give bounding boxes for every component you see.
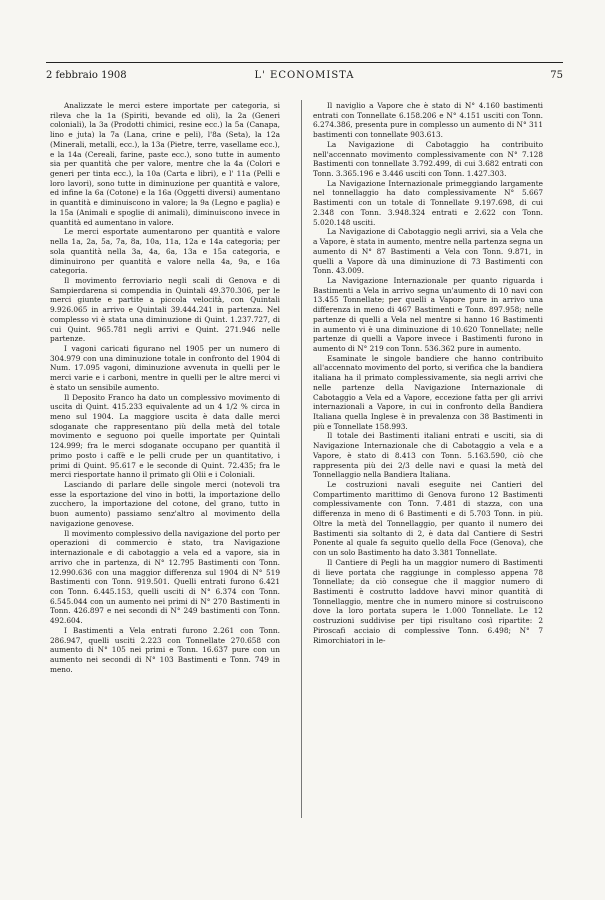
paragraph: La Navigazione di Cabotaggio negli arrivi, sia a Vela che a Vapore, è stata in aumento, mentre nella partenza segna un aumento di N° 87 Bastimenti a Vela con Tonn. 9.871, in quelli a Vapore dà una diminuzione di 73 Bastimenti con Tonn. 43.009. (313, 227, 543, 276)
right-column (313, 101, 543, 645)
paragraph: Esaminate le singole bandiere che hanno contribuito all'accennato movimento del porto, si verifica che la bandiera italiana ha il primato complessivamente, sia negli arrivi che nelle partenze della Navigazione Internazionale di Cabotaggio a Vela ed a Vapore, eccezione fatta per gli arrivi internazionali a Vapore, in cui in confronto della Bandiera Italiana quella Inglese è in prevalenza con 38 Bastimenti in più e Tonnellate 158.993. (313, 353, 543, 431)
paragraph: La Navigazione di Cabotaggio ha contribuito nell'accennato movimento complessivamente con N° 7.128 Bastimenti con tonnellate 3.792.499, di cui 3.682 entrati con Tonn. 3.365.196 e 3.446 usciti con Tonn. 1.427.303. (313, 139, 543, 179)
header-date: 2 febbraio 1908 (46, 70, 127, 81)
paragraph: Il movimento complessivo della navigazione del porto per operazioni di commercio è stato, tra Navigazione internazionale e di cabotaggio a vela ed a vapore, sia in arrivo che in partenza, di N° 12.795 Bastimenti con Tonn. 12.990.636 con una maggior differenza sul 1904 di N° 519 Bastimenti con Tonn. 919.501. Quelli entrati furono 6.421 con Tonn. 6.445.153, quelli usciti di N° 6.374 con Tonn. 6.545.044 con un aumento nei primi di N° 270 Bastimenti in Tonn. 426.897 e nei secondi di N° 249 bastimenti con Tonn. 492.604. (50, 528, 280, 626)
paragraph: La Navigazione Internazionale per quanto riguarda i Bastimenti a Vela in arrivo segna un'aumento di 10 navi con 13.455 Tonnellate; per quelli a Vapore pure in arrivo una differenza in meno di 467 Bastimenti e Tonn. 897.958; nelle partenze di quelli a Vela nel mentre si hanno 16 Bastimenti in aumento vi è una diminuzione di 10.620 Tonnellate; nelle partenze di quelli a Vapore invece i Bastimenti furono in aumento di N° 219 con Tonn. 536.362 pure in aumento. (313, 275, 543, 353)
column-divider (301, 100, 302, 818)
paragraph: Lasciando di parlare delle singole merci (notevoli tra esse la esportazione del vino in botti, la importazione dello zucchero, la importazione del cotone, del grano, tutto in buon aumento) passiamo senz'altro al movimento della navigazione genovese. (50, 480, 280, 528)
journal-title: L' ECONOMISTA (254, 70, 355, 81)
paragraph: Le merci esportate aumentarono per quantità e valore nella 1a, 2a, 5a, 7a, 8a, 10a, 11a, 12a e 14a categoria; per sola quantità nella 3a, 4a, 6a, 13a e 15a categoria, e diminuirono per quantità e valore nella 4a, 9a, e 16a categoria. (50, 227, 280, 276)
paragraph: I vagoni caricati figurano nel 1905 per un numero di 304.979 con una diminuzione totale in confronto del 1904 di Num. 17.095 vagoni, diminuzione avvenuta in quelli per le merci varie e i carboni, mentre in quelli per le altre merci vi è stato un sensibile aumento. (50, 343, 280, 392)
paragraph: Le costruzioni navali eseguite nei Cantieri del Compartimento marittimo di Genova furono 12 Bastimenti complessivamente con Tonn. 7.481 di stazza, con una differenza in meno di 6 Bastimenti e di 5.703 Tonn. in più. Oltre la metà del Tonnellaggio, per quanto il numero dei Bastimenti sia soltanto di 2, è data dal Cantiere di Sestri Ponente al quale fa seguito quello della Foce (Genova), che con un solo Bastimento ha dato 3.381 Tonnellate. (313, 480, 543, 558)
paragraph: Il movimento ferroviario negli scali di Genova e di Sampierdarena si compendia in Quintali 49.370.306, per le merci giunte e partite a piccola velocità, con Quintali 9.926.065 in arrivo e Quintali 39.444.241 in partenza. Nel complesso vi è stata una diminuzione di Quint. 1.237.727, di cui Quint. 965.781 negli arrivi e Quint. 271.946 nelle partenze. (50, 275, 280, 344)
paragraph: I Bastimenti a Vela entrati furono 2.261 con Tonn. 286.947, quelli usciti 2.223 con Tonnellate 270.658 con aumento di N° 105 nei primi e Tonn. 16.637 pure con un aumento nei secondi di N° 103 Bastimenti e Tonn. 749 in meno. (50, 625, 280, 674)
paragraph: La Navigazione Internazionale primeggiando largamente nel tonnellaggio ha dato complessivamente N° 5.667 Bastimenti con un totale di Tonnellate 9.197.698, di cui 2.348 con Tonn. 3.948.324 entrati e 2.622 con Tonn. 5.020.148 usciti. (313, 178, 543, 227)
left-column (50, 101, 280, 674)
paragraph: Il totale dei Bastimenti italiani entrati e usciti, sia di Navigazione Internazionale che di Cabotaggio a vela e a Vapore, è stato di 8.413 con Tonn. 5.163.590, ciò che rappresenta più dei 2/3 delle navi e quasi la metà del Tonnellaggio nella Bandiera Italiana. (313, 431, 543, 480)
running-header (46, 70, 563, 86)
page-number: 75 (550, 70, 563, 81)
paragraph: Il Cantiere di Pegli ha un maggior numero di Bastimenti di lieve portata che raggiunge in complesso appena 78 Tonnellate; da ciò consegue che il maggior numero di Bastimenti è costrutto laddove havvi minor quantità di Tonnellaggio, mentre che in numero minore si costruiscono dove la loro portata supera le 1.000 Tonnellate. Le 12 costruzioni suddivise per tipi risultano così ripartite: 2 Piroscafi acciaio di complessive Tonn. 6.498; N° 7 Rimorchiatori in le- (313, 557, 543, 645)
paragraph: Il Deposito Franco ha dato un complessivo movimento di uscita di Quint. 415.233 equivalente ad un 4 1/2 % circa in meno sul 1904. La maggiore uscita è data dalle merci sdoganate che rappresentano più della metà del totale movimento e seguono poi quelle importate per Quintali 124.999; fra le merci sdoganate occupano per quantità il primo posto i caffè e le pelli crude per un quantitativo, i primi di Quint. 95.617 e le seconde di Quint. 72.435; fra le merci riesportate hanno il primato gli Olii e i Coloniali. (50, 392, 280, 480)
paragraph: Analizzate le merci estere importate per categoria, si rileva che la 1a (Spiriti, bevande ed oli), la 2a (Generi coloniali), la 3a (Prodotti chimici, resine ecc.) la 5a (Canapa, lino e juta) la 7a (Lana, crine e peli), l'8a (Seta), la 12a (Minerali, metalli, ecc.), la 13a (Pietre, terre, vasellame ecc.), e la 14a (Cereali, farine, paste ecc.), sono tutte in aumento sia per quantità che per valore, mentre che la 4a (Colori e generi per tinta ecc.), la 10a (Carta e libri), e l' 11a (Pelli e loro lavori), sono tutte in diminuzione per quantità e valore, ed infine la 6a (Cotone) e la 16a (Oggetti diversi) aumentano in quantità e diminuiscono in valore; la 9a (Legno e paglia) e la 15a (Animali e spoglie di animali), diminuiscono invece in quantità ed aumentano in valore. (50, 101, 280, 227)
paragraph: Il naviglio a Vapore che è stato di N° 4.160 bastimenti entrati con Tonnellate 6.158.206 e N° 4.151 usciti con Tonn. 6.274.386, presenta pure in complesso un aumento di N° 311 bastimenti con tonnellate 903.613. (313, 101, 543, 140)
header-rule (46, 62, 563, 63)
